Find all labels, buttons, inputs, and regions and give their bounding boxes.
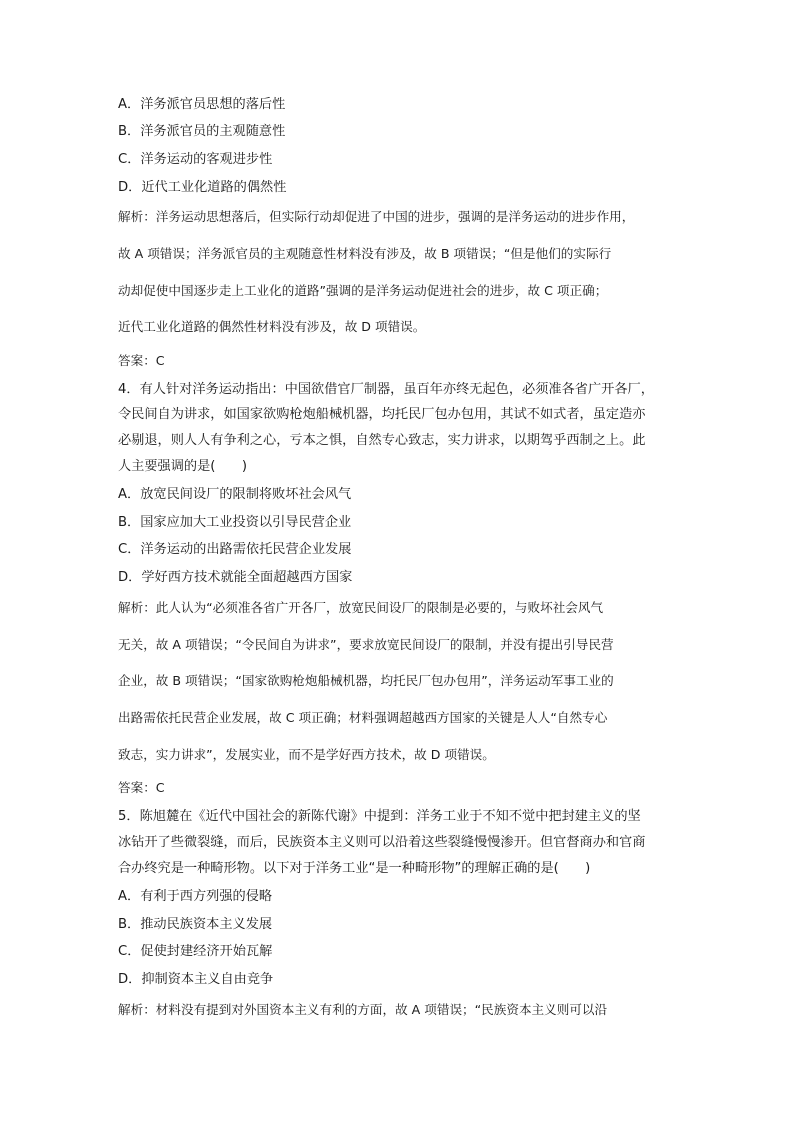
- q3-answer: 答案：C: [118, 353, 165, 368]
- q5-option-d: D．抑制资本主义自由竞争: [118, 972, 274, 987]
- q5-option-c: C．促使封建经济开始瓦解: [118, 944, 273, 959]
- q4-option-b: B．国家应加大工业投资以引导民营企业: [118, 515, 352, 530]
- q4-analysis-line: 无关，故 A 项错误；“令民间自为讲求”，要求放宽民间设厂的限制，并没有提出引导民营: [118, 637, 614, 652]
- q4-stem-line: 必剔退，则人人有争利之心，亏本之惧，自然专心致志，实力讲求，以期驾乎西制之上。此: [118, 433, 646, 448]
- q4-option-c: C．洋务运动的出路需依托民营企业发展: [118, 542, 352, 557]
- q4-analysis-line: 解析：此人认为“必须准各省广开各厂，放宽民间设厂的限制是必要的，与败坏社会风气: [118, 600, 604, 615]
- q5-stem-line: 冰钻开了些微裂缝，而后，民族资本主义则可以沿着这些裂缝慢慢渗开。但官督商办和官商: [118, 835, 646, 850]
- q3-analysis-line: 近代工业化道路的偶然性材料没有涉及，故 D 项错误。: [118, 319, 426, 334]
- q4-stem-line: 令民间自为讲求，如国家欲购枪炮船械机器，均托民厂包办包用，其试不如式者，虽定造亦: [118, 407, 646, 422]
- q4-answer: 答案：C: [118, 780, 165, 795]
- q5-option-a: A．有利于西方列强的侵略: [118, 889, 273, 904]
- q5-analysis-line: 解析：材料没有提到对外国资本主义有利的方面，故 A 项错误；“民族资本主义则可以沿: [118, 1002, 608, 1017]
- q3-option-b: B．洋务派官员的主观随意性: [118, 124, 286, 139]
- q4-option-a: A．放宽民间设厂的限制将败坏社会风气: [118, 487, 352, 502]
- q5-stem-line: 合办终究是一种畸形物。以下对于洋务工业“是一种畸形物”的理解正确的是( ): [118, 861, 591, 876]
- q3-analysis-line: 故 A 项错误；洋务派官员的主观随意性材料没有涉及，故 B 项错误；“但是他们的实际行: [118, 246, 612, 261]
- q4-stem-line: 人主要强调的是( ): [118, 459, 247, 474]
- q5-stem-line: 5．陈旭麓在《近代中国社会的新陈代谢》中提到：洋务工业于不知不觉中把封建主义的坚: [118, 809, 641, 824]
- q4-option-d: D．学好西方技术就能全面超越西方国家: [118, 570, 353, 585]
- q3-option-c: C．洋务运动的客观进步性: [118, 152, 273, 167]
- q3-option-a: A．洋务派官员思想的落后性: [118, 97, 286, 112]
- q3-analysis-line: 解析：洋务运动思想落后，但实际行动却促进了中国的进步，强调的是洋务运动的进步作用，: [118, 209, 635, 224]
- q3-option-d: D．近代工业化道路的偶然性: [118, 180, 287, 195]
- q5-option-b: B．推动民族资本主义发展: [118, 917, 273, 932]
- q4-stem-line: 4．有人针对洋务运动指出：中国欲借官厂制器，虽百年亦终无起色，必须准各省广开各厂，: [118, 382, 654, 397]
- q4-analysis-line: 出路需依托民营企业发展，故 C 项正确；材料强调超越西方国家的关键是人人“自然专心: [118, 710, 608, 725]
- q4-analysis-line: 企业，故 B 项错误；“国家欲购枪炮船械机器，均托民厂包办包用”，洋务运动军事工业的: [118, 673, 614, 688]
- q3-analysis-line: 动却促使中国逐步走上工业化的道路”强调的是洋务运动促进社会的进步，故 C 项正确；: [118, 283, 608, 298]
- q4-analysis-line: 致志，实力讲求”，发展实业，而不是学好西方技术，故 D 项错误。: [118, 747, 495, 762]
